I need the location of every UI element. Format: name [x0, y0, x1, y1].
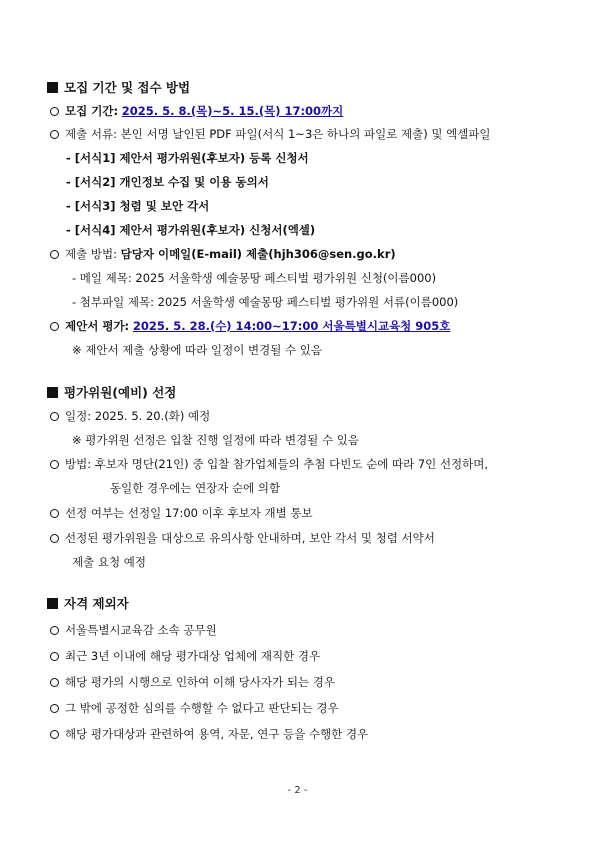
mail-subject: - 메일 제목: 2025 서울학생 예술몽땅 페스티벌 평가위원 신청(이름000): [72, 271, 437, 285]
exclusion-item: 해당 평가대상과 관련하여 용역, 자문, 연구 등을 수행한 경우: [50, 726, 368, 742]
selection-notify: 선정 여부는 선정일 17:00 이후 후보자 개별 통보: [50, 505, 313, 521]
selection-guide-cont: 제출 요청 예정: [72, 555, 146, 569]
black-square-icon: [47, 387, 58, 398]
evaluation-note: ※ 제안서 제출 상황에 따라 일정이 변경될 수 있음: [72, 343, 322, 357]
selection-method: 방법: 후보자 명단(21인) 중 입찰 참가업체들의 추첨 다빈도 순에 따라 7인 선정하며,: [50, 456, 488, 472]
bullet-circle-icon: [50, 704, 59, 713]
bullet-circle-icon: [50, 678, 59, 687]
proposal-evaluation: 제안서 평가: 2025. 5. 28.(수) 14:00~17:00 서울특별시교육청 905호: [50, 318, 450, 334]
form-item: - [서식2] 개인정보 수집 및 이용 동의서: [66, 175, 269, 189]
bullet-circle-icon: [50, 730, 59, 739]
black-square-icon: [47, 82, 58, 93]
form-item: - [서식1] 제안서 평가위원(후보자) 등록 신청서: [66, 151, 309, 165]
bullet-circle-icon: [50, 509, 59, 518]
black-square-icon: [47, 598, 58, 609]
evaluation-value: 2025. 5. 28.(수) 14:00~17:00 서울특별시교육청 905호: [132, 319, 451, 333]
form-item: - [서식3] 청렴 및 보안 각서: [66, 199, 210, 213]
form-item: - [서식4] 제안서 평가위원(후보자) 신청서(엑셀): [66, 223, 316, 237]
schedule-note: ※ 평가위원 선정은 입찰 진행 일정에 따라 변경될 수 있음: [72, 433, 359, 447]
exclusion-item: 최근 3년 이내에 해당 평가대상 업체에 재직한 경우: [50, 648, 320, 664]
bullet-circle-icon: [50, 626, 59, 635]
selection-schedule: 일정: 2025. 5. 20.(화) 예정: [50, 408, 210, 424]
submission-method: 제출 방법: 담당자 이메일(E-mail) 제출(hjh306@sen.go.kr): [50, 246, 396, 262]
section-title-exclusion: 자격 제외자: [47, 594, 129, 612]
bullet-circle-icon: [50, 130, 59, 139]
bullet-circle-icon: [50, 460, 59, 469]
bullet-circle-icon: [50, 250, 59, 259]
submission-docs: 제출 서류: 본인 서명 날인된 PDF 파일(서식 1~3은 하나의 파일로 제출) 및 엑셀파일: [50, 126, 491, 142]
bullet-circle-icon: [50, 652, 59, 661]
page-number: - 2 -: [287, 785, 308, 796]
exclusion-item: 서울특별시교육감 소속 공무원: [50, 622, 217, 638]
exclusion-item: 해당 평가의 시행으로 인하여 이해 당사자가 되는 경우: [50, 674, 335, 690]
section-title-selection: 평가위원(예비) 선정: [47, 383, 176, 401]
attachment-subject: - 첨부파일 제목: 2025 서울학생 예술몽땅 페스티벌 평가위원 서류(이름000): [72, 295, 459, 309]
bullet-circle-icon: [50, 412, 59, 421]
selection-guide: 선정된 평가위원을 대상으로 유의사항 안내하며, 보안 각서 및 청렴 서약서: [50, 530, 435, 546]
recruitment-period: 모집 기간: 2025. 5. 8.(목)~5. 15.(목) 17:00까지: [50, 103, 343, 119]
section-title-recruitment: 모집 기간 및 접수 방법: [47, 78, 190, 96]
bullet-circle-icon: [50, 534, 59, 543]
exclusion-item: 그 밖에 공정한 심의를 수행할 수 없다고 판단되는 경우: [50, 700, 339, 716]
selection-method-cont: 동일한 경우에는 연장자 순에 의함: [110, 481, 281, 495]
bullet-circle-icon: [50, 107, 59, 116]
bullet-circle-icon: [50, 322, 59, 331]
period-value: 2025. 5. 8.(목)~5. 15.(목) 17:00까지: [121, 104, 344, 118]
